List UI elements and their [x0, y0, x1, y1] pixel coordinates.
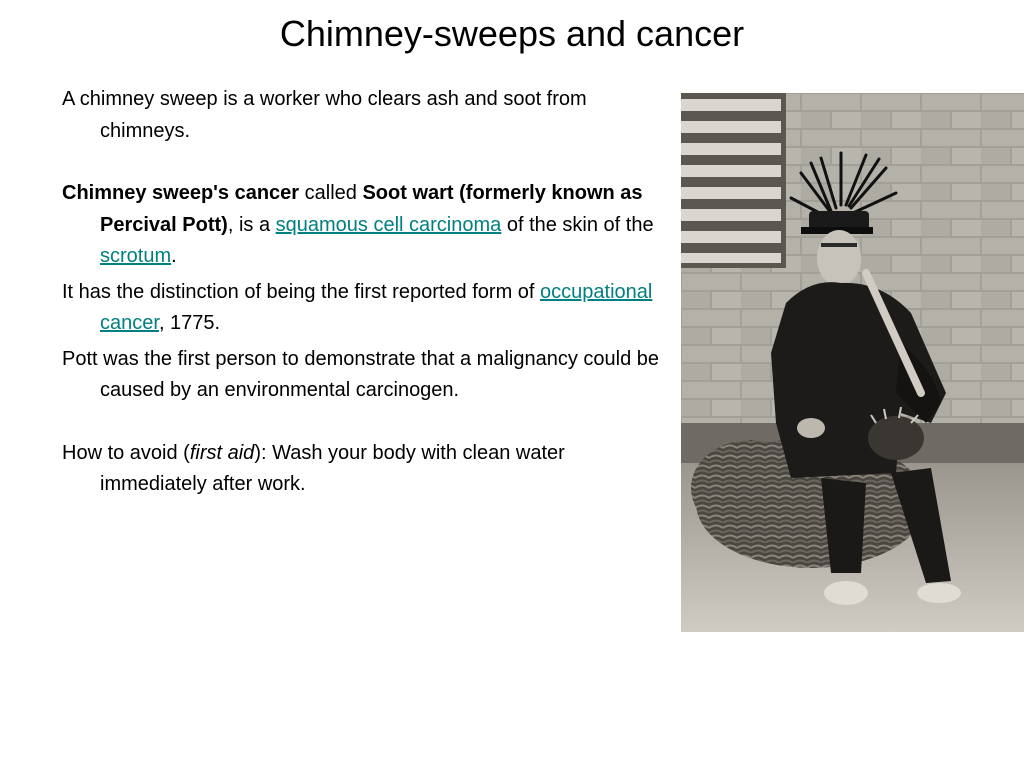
text-fragment: .: [171, 245, 177, 267]
term-soot-wart: Soot wart (formerly known as Percival Pott): [100, 182, 643, 236]
slide-title: Chimney-sweeps and cancer: [279, 13, 745, 54]
link-occupational-cancer[interactable]: occupational cancer: [100, 280, 653, 334]
term-chimney-sweeps-cancer: Chimney sweep's cancer: [62, 182, 300, 204]
paragraph-definition: A chimney sweep is a worker who clears ash and soot from chimneys.: [62, 88, 587, 142]
chimney-sweep-photo: [681, 93, 1024, 632]
chimney-sweep-photo-graphic: [681, 93, 1024, 632]
text-fragment: It has the distinction of being the first reported form of: [62, 280, 541, 303]
text-fragment: ): Wash your body with clean water immediately after work.: [100, 441, 565, 495]
paragraph-first-occupational-cancer: [62, 277, 662, 340]
link-scrotum[interactable]: scrotum: [100, 245, 172, 267]
link-squamous-cell-carcinoma[interactable]: squamous cell carcinoma: [275, 213, 502, 236]
text-fragment: , is a: [227, 213, 276, 236]
text-fragment: How to avoid (: [62, 441, 190, 464]
term-first-aid: first aid: [189, 441, 255, 464]
paragraph-soot-wart: [62, 178, 662, 273]
paragraph-pott-carcinogen: Pott was the first person to demonstrate that a malignancy could be caused by an environmental carcinogen.: [62, 347, 659, 401]
text-fragment: of the skin of the: [501, 213, 654, 236]
paragraph-how-to-avoid: [62, 438, 662, 501]
text-fragment: , 1775.: [158, 312, 221, 334]
text-fragment: called: [299, 182, 363, 204]
slide-body: [62, 84, 662, 501]
